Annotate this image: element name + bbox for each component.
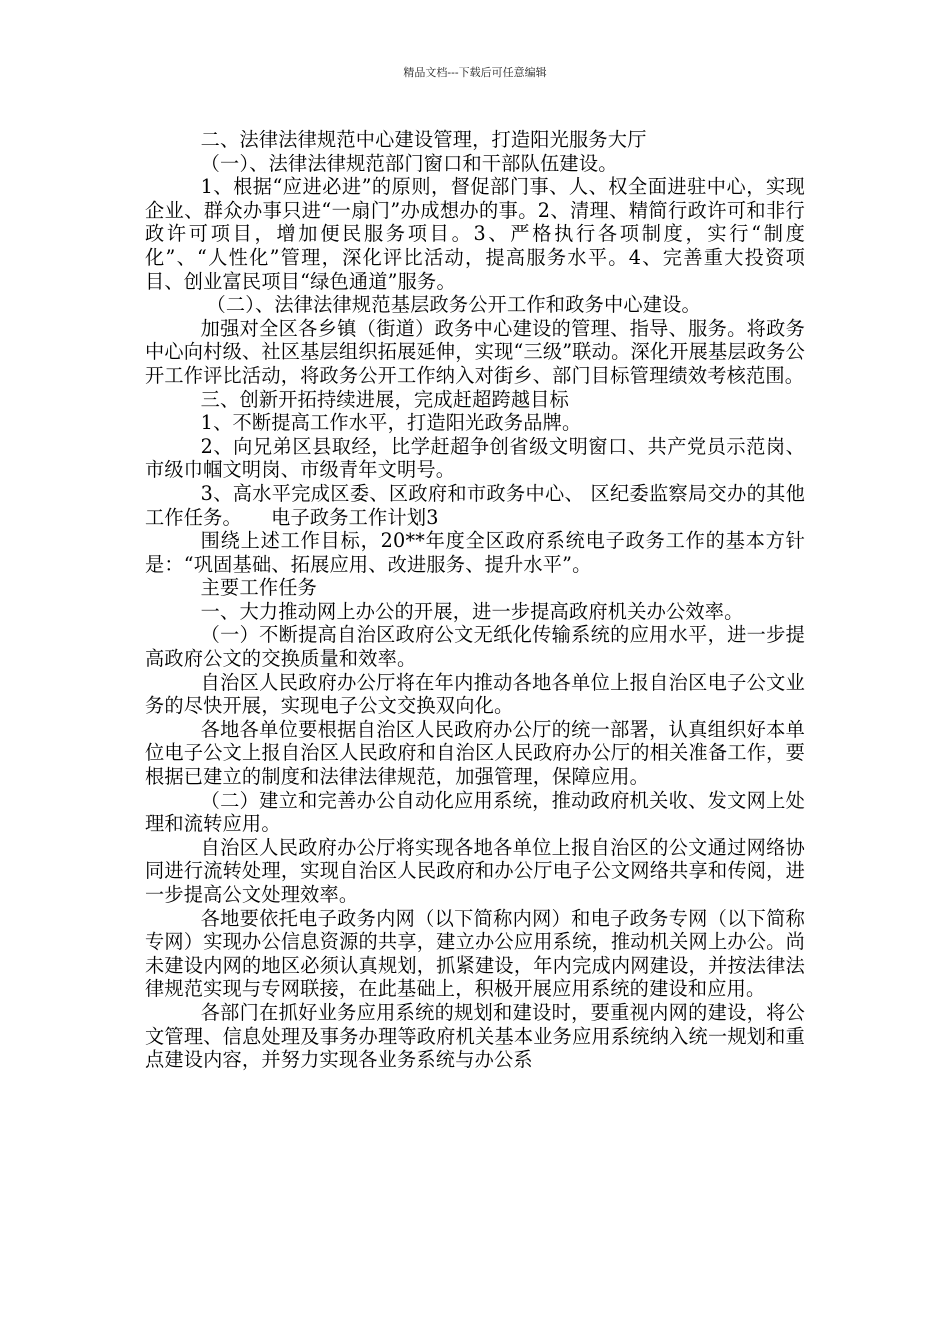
document-body: [145, 128, 805, 1072]
body-paragraph: 加强对全区各乡镇（街道）政务中心建设的管理、指导、服务。将政务中心向村级、社区基层组织拓展延伸，实现“三级”联动。深化开展基层政务公开工作评比活动，将政务公开工作纳入对街乡、部门目标管理绩效考核范围。: [145, 316, 805, 387]
body-paragraph: 1、不断提高工作水平，打造阳光政务品牌。: [200, 411, 582, 435]
body-paragraph: 各地要依托电子政务内网（以下简称内网）和电子政务专网（以下简称专网）实现办公信息资源的共享，建立办公应用系统，推动机关网上办公。尚未建设内网的地区必须认真规划，抓紧建设，年内完成内网建设，并按法律法律规范实现与专网联接，在此基础上，积极开展应用系统的建设和应用。: [145, 906, 805, 1001]
section-heading-3: 三、创新开拓持续进展，完成赶超跨越目标: [200, 387, 570, 411]
body-paragraph: 自治区人民政府办公厅将实现各地各单位上报自治区的公文通过网络协同进行流转处理，实现自治区人民政府和办公厅电子公文网络共享和传阅，进一步提高公文处理效率。: [145, 835, 805, 906]
section-heading: 主要工作任务: [200, 576, 317, 600]
section-heading: 一、大力推动网上办公的开展，进一步提高政府机关办公效率。: [200, 599, 744, 623]
body-paragraph: 2、向兄弟区县取经，比学赶超争创省级文明窗口、共产党员示范岗、市级巾帼文明岗、市级青年文明号。: [145, 434, 805, 482]
body-paragraph: 各部门在抓好业务应用系统的规划和建设时，要重视内网的建设，将公文管理、信息处理及事务办理等政府机关基本业务应用系统纳入统一规划和重点建设内容，并努力实现各业务系统与办公系: [145, 1000, 805, 1072]
subsection-heading: （二）、法律法律规范基层政务公开工作和政务中心建设。: [206, 293, 701, 317]
page-header: 精品文档---下载后可任意编辑: [403, 66, 547, 79]
body-paragraph: 1、根据“应进必进”的原则，督促部门事、人、权全面进驻中心，实现企业、群众办事只进“一扇门”办成想办的事。2、清理、精简行政许可和非行政许可项目，增加便民服务项目。3、严格执行各项制度，实行“制度化”、“人性化”管理，深化评比活动，提高服务水平。4、完善重大投资项目、创业富民项目“绿色通道”服务。: [145, 175, 805, 293]
section-heading-2: 二、法律法律规范中心建设管理，打造阳光服务大厅: [200, 128, 647, 151]
subsection-heading: （一）、法律法律规范部门窗口和干部队伍建设。: [200, 151, 618, 175]
body-paragraph: 3、高水平完成区委、区政府和市政务中心、 区纪委监察局交办的其他工作任务。 电子政务工作计划3: [145, 481, 805, 529]
body-paragraph: 围绕上述工作目标，20**年度全区政府系统电子政务工作的基本方针是：“巩固基础、拓展应用、改进服务、提升水平”。: [145, 529, 805, 576]
body-paragraph: 自治区人民政府办公厅将在年内推动各地各单位上报自治区电子公文业务的尽快开展，实现电子公文交换双向化。: [145, 670, 805, 718]
body-paragraph: 各地各单位要根据自治区人民政府办公厅的统一部署，认真组织好本单位电子公文上报自治区人民政府和自治区人民政府办公厅的相关准备工作，要根据已建立的制度和法律法律规范，加强管理，保障应用。: [145, 717, 805, 789]
subsection-heading: （二）建立和完善办公自动化应用系统，推动政府机关收、发文网上处理和流转应用。: [145, 788, 805, 836]
subsection-heading: （一）不断提高自治区政府公文无纸化传输系统的应用水平，进一步提高政府公文的交换质量和效率。: [145, 623, 805, 671]
